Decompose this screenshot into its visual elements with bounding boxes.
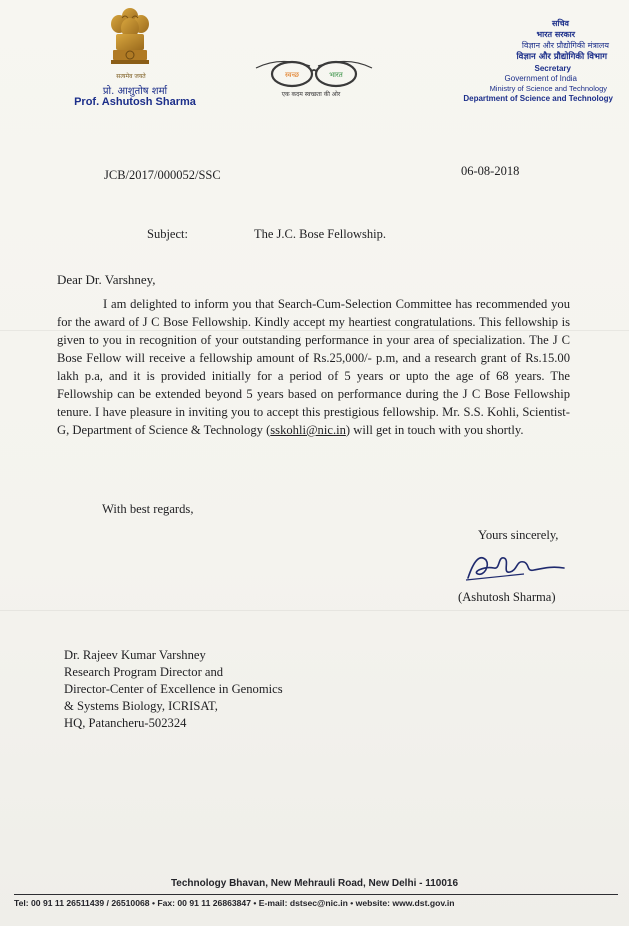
subject-label: Subject: [147, 227, 188, 241]
letter-date: 06-08-2018 [461, 164, 520, 178]
recipient-address [64, 647, 283, 732]
recipient-line: Research Program Director and [64, 665, 224, 679]
letter-body [57, 295, 570, 439]
footer-divider [14, 894, 618, 895]
swachh-bharat-logo-icon [250, 54, 378, 90]
subject-text: The J.C. Bose Fellowship. [254, 227, 386, 241]
title-hindi: सचिव [551, 19, 569, 28]
paper-crease [0, 610, 629, 611]
national-emblem-icon [108, 6, 152, 72]
department-english: Department of Science and Technology [463, 94, 613, 103]
body-text: I am delighted to inform you that Search-Cum-Selection Committee has recommended you for the award of J C Bose Fellowship. Kindly accept my heartiest congratulations. This fellowship is given to you in recognition of your outstanding performance in your area of specialization. The J C Bose Fellow will receive a fellowship amount of Rs.25,000/- p.m, and a research grant of Rs.15.00 lakh p.a, and it is provided initially for a period of 5 years or upto the age of 68 years. The Fellowship can be extended beyond 5 years based on performance during the J C Bose Fellowship tenure. I have pleasure in inviting you to accept this prestigious fellowship. Mr. S.S. Kohli, Scientist-G, Department of Science & Technology ( [57, 297, 570, 437]
logo-word-swachh: स्वच्छ [284, 71, 300, 79]
ministry-english: Ministry of Science and Technology [489, 84, 607, 93]
ministry-hindi: विज्ञान और प्रौद्योगिकी मंत्रालय [521, 41, 609, 50]
recipient-line: Dr. Rajeev Kumar Varshney [64, 648, 206, 662]
signatory-name: (Ashutosh Sharma) [458, 590, 556, 604]
emblem-motto: सत्यमेव जयते [116, 73, 146, 80]
swachh-bharat-tagline: एक कदम स्वच्छता की ओर [281, 91, 341, 98]
recipient-line: & Systems Biology, ICRISAT, [64, 699, 218, 713]
title-english: Secretary [534, 64, 571, 73]
department-hindi: विज्ञान और प्रौद्योगिकी विभाग [516, 52, 607, 62]
salutation: Dear Dr. Varshney, [57, 272, 156, 287]
secretary-name: Prof. Ashutosh Sharma [74, 96, 196, 108]
recipient-line: HQ, Patancheru-502324 [64, 716, 187, 730]
footer-contact: Tel: 00 91 11 26511439 / 26510068 • Fax: 00 91 11 26863847 • E-mail: dstsec@nic.in • website: www.dst.gov.in [14, 898, 455, 908]
sign-off: Yours sincerely, [478, 528, 559, 542]
contact-email-link[interactable]: sskohli@nic.in [270, 423, 346, 437]
closing: With best regards, [102, 502, 194, 516]
secretary-name-hindi: प्रो. आशुतोष शर्मा [102, 86, 168, 97]
recipient-line: Director-Center of Excellence in Genomics [64, 682, 283, 696]
handwritten-signature [464, 550, 568, 586]
logo-word-bharat: भारत [329, 71, 343, 79]
footer-address: Technology Bhavan, New Mehrauli Road, New Delhi - 110016 [170, 878, 459, 889]
reference-number: JCB/2017/000052/SSC [104, 168, 221, 182]
government-english: Government of India [504, 74, 577, 83]
body-text-end: ) will get in touch with you shortly. [345, 423, 524, 437]
government-hindi: भारत सरकार [536, 30, 575, 39]
